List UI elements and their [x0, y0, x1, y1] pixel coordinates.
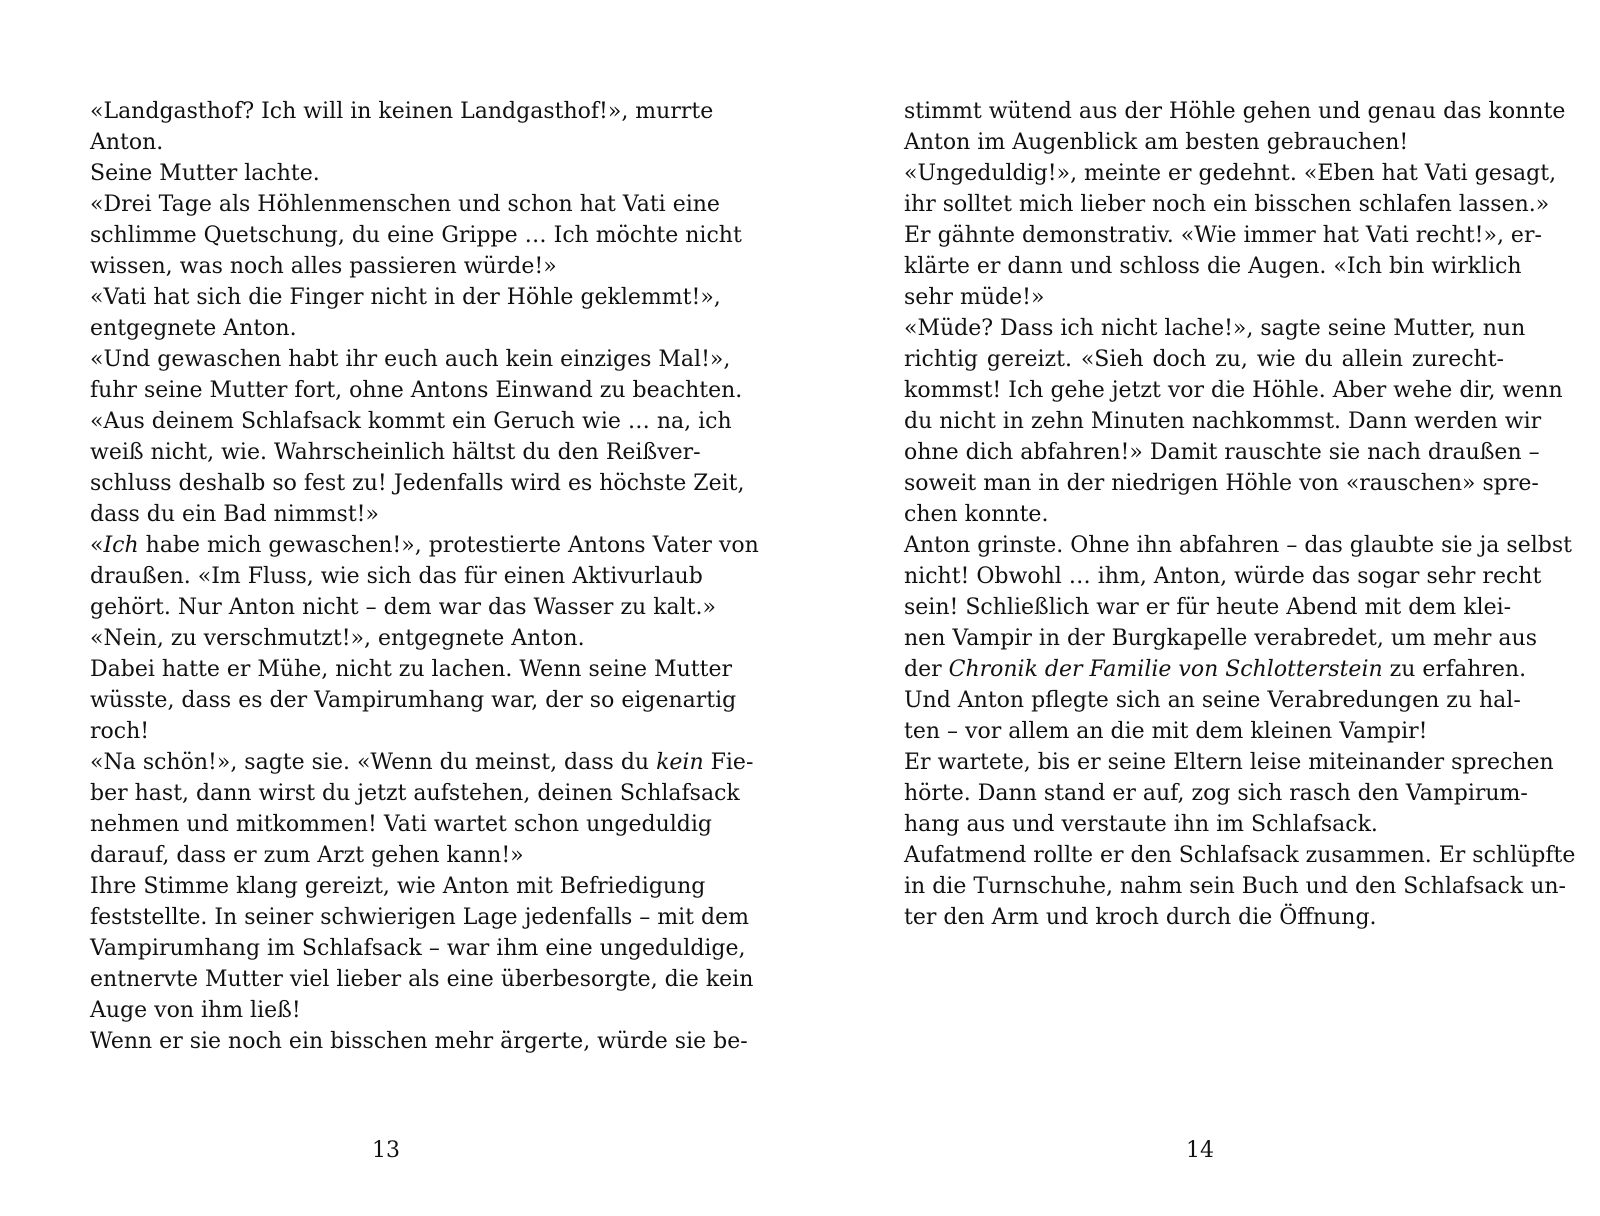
text-line: klärte er dann und schloss die Augen. «Ich bin wirklich	[904, 254, 1522, 279]
text-line: darauf, dass er zum Arzt gehen kann!»	[90, 843, 524, 868]
text-line: «Vati hat sich die Finger nicht in der Höhle geklemmt!»,	[90, 285, 721, 310]
text-line: wissen, was noch alles passieren würde!»	[90, 254, 557, 279]
text-line: soweit man in der niedrigen Höhle von «rauschen» spre-	[904, 471, 1539, 496]
text-line: «Ich habe mich gewaschen!», protestierte Antons Vater von	[90, 533, 759, 558]
text-line: ter den Arm und kroch durch die Öffnung.	[904, 905, 1377, 930]
text-line: «Landgasthof? Ich will in keinen Landgasthof!», murrte	[90, 99, 714, 124]
text-line: «Aus deinem Schlafsack kommt ein Geruch wie … na, ich	[90, 409, 732, 434]
text-line: sein! Schließlich war er für heute Abend mit dem klei-	[904, 595, 1512, 620]
text-line: nen Vampir in der Burgkapelle verabredet, um mehr aus	[904, 626, 1537, 651]
text-line: Er wartete, bis er seine Eltern leise miteinander sprechen	[904, 750, 1554, 775]
text-line: Wenn er sie noch ein bisschen mehr ärgerte, würde sie be-	[90, 1029, 748, 1054]
text-line: ber hast, dann wirst du jetzt aufstehen, deinen Schlafsack	[90, 781, 740, 806]
text-line: Ihre Stimme klang gereizt, wie Anton mit Befriedigung	[90, 874, 706, 899]
text-line: Auge von ihm ließ!	[90, 998, 301, 1023]
text-line: Anton grinste. Ohne ihn abfahren – das glaubte sie ja selbst	[904, 533, 1572, 558]
right-page-text	[904, 96, 1576, 933]
text-line: Seine Mutter lachte.	[90, 161, 320, 186]
text-line: Und Anton pflegte sich an seine Verabredungen zu hal-	[904, 688, 1521, 713]
text-line: fuhr seine Mutter fort, ohne Antons Einwand zu beachten.	[90, 378, 743, 403]
text-line: ten – vor allem an die mit dem kleinen Vampir!	[904, 719, 1428, 744]
text-line: Aufatmend rollte er den Schlafsack zusammen. Er schlüpfte	[904, 843, 1576, 868]
text-line: hang aus und verstaute ihn im Schlafsack.	[904, 812, 1378, 837]
text-line: weiß nicht, wie. Wahrscheinlich hältst du den Reißver-	[90, 440, 701, 465]
left-page-number: 13	[372, 1138, 400, 1163]
text-line: entnervte Mutter viel lieber als eine überbesorgte, die kein	[90, 967, 754, 992]
text-line: sehr müde!»	[904, 285, 1045, 310]
text-line: entgegnete Anton.	[90, 316, 297, 341]
text-line: Anton im Augenblick am besten gebrauchen!	[904, 130, 1409, 155]
text-line: richtig gereizt. «Sieh doch zu, wie du allein zurecht-	[904, 347, 1504, 372]
text-line: nicht! Obwohl … ihm, Anton, würde das sogar sehr recht	[904, 564, 1542, 589]
text-line: nehmen und mitkommen! Vati wartet schon ungeduldig	[90, 812, 713, 837]
right-page-number: 14	[1186, 1138, 1214, 1163]
text-line: Vampirumhang im Schlafsack – war ihm eine ungeduldige,	[90, 936, 746, 961]
emphasis-text: kein	[656, 750, 704, 775]
text-line: feststellte. In seiner schwierigen Lage jedenfalls – mit dem	[90, 905, 749, 930]
text-line: schlimme Quetschung, du eine Grippe … Ich möchte nicht	[90, 223, 742, 248]
text-line: chen konnte.	[904, 502, 1049, 527]
text-line: schluss deshalb so fest zu! Jedenfalls wird es höchste Zeit,	[90, 471, 745, 496]
left-page-text	[90, 96, 759, 1057]
emphasis-text: Chronik der Familie von Schlotterstein	[948, 657, 1383, 682]
text-line: Er gähnte demonstrativ. «Wie immer hat Vati recht!», er-	[904, 223, 1542, 248]
text-line: gehört. Nur Anton nicht – dem war das Wasser zu kalt.»	[90, 595, 716, 620]
text-line: wüsste, dass es der Vampirumhang war, der so eigenartig	[90, 688, 737, 713]
text-line: «Müde? Dass ich nicht lache!», sagte seine Mutter, nun	[904, 316, 1526, 341]
text-line: roch!	[90, 719, 150, 744]
text-line: draußen. «Im Fluss, wie sich das für einen Aktivurlaub	[90, 564, 703, 589]
text-line: «Drei Tage als Höhlenmenschen und schon hat Vati eine	[90, 192, 720, 217]
text-line: Anton.	[90, 130, 164, 155]
text-line: «Ungeduldig!», meinte er gedehnt. «Eben hat Vati gesagt,	[904, 161, 1557, 186]
text-line: «Und gewaschen habt ihr euch auch kein einziges Mal!»,	[90, 347, 731, 372]
text-line: «Na schön!», sagte sie. «Wenn du meinst, dass du kein Fie-	[90, 750, 754, 775]
text-line: in die Turnschuhe, nahm sein Buch und den Schlafsack un-	[904, 874, 1566, 899]
text-line: kommst! Ich gehe jetzt vor die Höhle. Aber wehe dir, wenn	[904, 378, 1563, 403]
text-line: Dabei hatte er Mühe, nicht zu lachen. Wenn seine Mutter	[90, 657, 732, 682]
emphasis-text: Ich	[103, 533, 139, 558]
text-line: «Nein, zu verschmutzt!», entgegnete Anton.	[90, 626, 585, 651]
text-line: dass du ein Bad nimmst!»	[90, 502, 379, 527]
text-line: du nicht in zehn Minuten nachkommst. Dann werden wir	[904, 409, 1542, 434]
text-line: hörte. Dann stand er auf, zog sich rasch den Vampirum-	[904, 781, 1528, 806]
text-line: stimmt wütend aus der Höhle gehen und genau das konnte	[904, 99, 1566, 124]
text-line: ihr solltet mich lieber noch ein bisschen schlafen lassen.»	[904, 192, 1550, 217]
text-line: der Chronik der Familie von Schlotterstein zu erfahren.	[904, 657, 1527, 682]
text-line: ohne dich abfahren!» Damit rauschte sie nach draußen –	[904, 440, 1540, 465]
